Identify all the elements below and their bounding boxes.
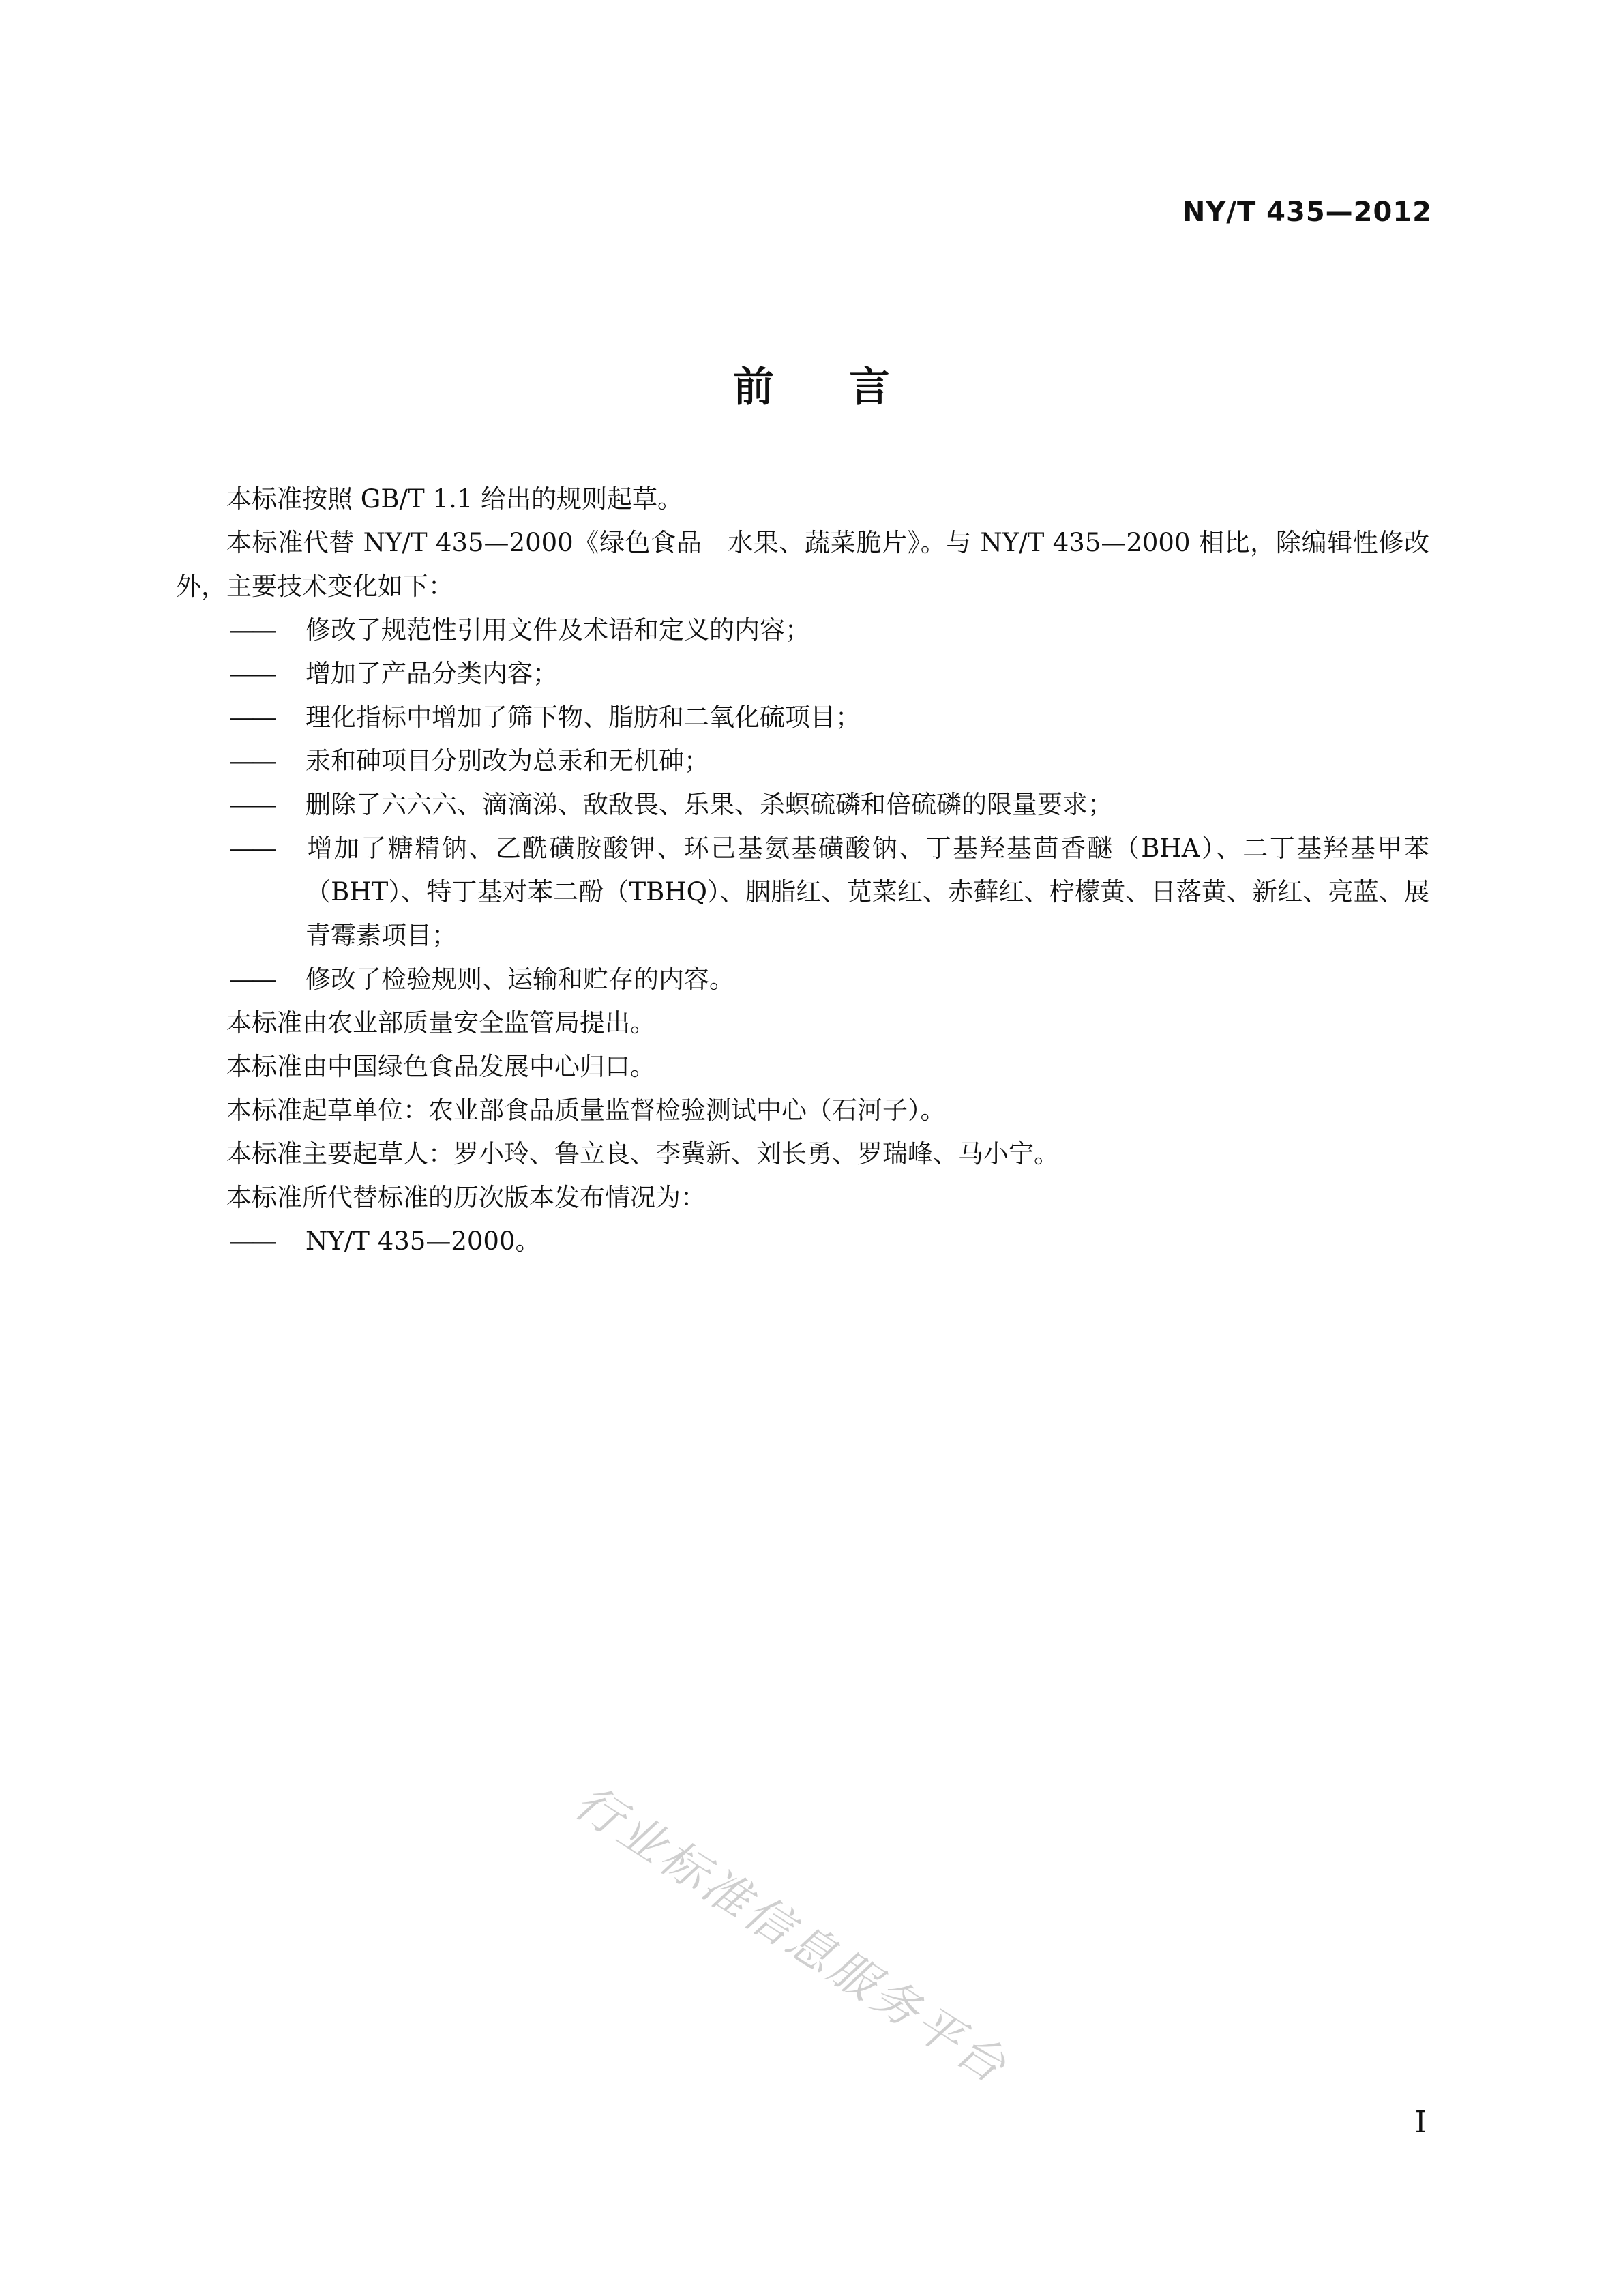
change-item <box>176 652 1429 696</box>
change-text: 增加了糖精钠、乙酰磺胺酸钾、环己基氨基磺酸钠、丁基羟基茴香醚（BHA）、二丁基羟基甲苯（BHT）、特丁基对苯二酚（TBHQ）、胭脂红、苋菜红、赤藓红、柠檬黄、日落黄、新红、亮蓝、展青霉素项目； <box>306 834 1429 950</box>
dash-mark: —— <box>229 1226 274 1256</box>
change-text: 理化指标中增加了筛下物、脂肪和二氧化硫项目； <box>306 703 861 732</box>
change-item <box>176 608 1429 652</box>
paragraph: 本标准主要起草人：罗小玲、鲁立良、李冀新、刘长勇、罗瑞峰、马小宁。 <box>226 1139 1059 1168</box>
change-text: 删除了六六六、滴滴涕、敌敌畏、乐果、杀螟硫磷和倍硫磷的限量要求； <box>306 790 1113 819</box>
paragraph: 本标准按照 GB/T 1.1 给出的规则起草。 <box>226 484 683 514</box>
change-text: 增加了产品分类内容； <box>306 659 558 688</box>
paragraph: 本标准由中国绿色食品发展中心归口。 <box>226 1052 655 1081</box>
dash-mark: —— <box>229 615 274 645</box>
standard-code: NY/T 435—2012 <box>1182 196 1432 228</box>
change-item <box>176 739 1429 783</box>
paragraph: 本标准所代替标准的历次版本发布情况为： <box>226 1183 706 1212</box>
dash-mark: —— <box>229 746 274 776</box>
dash-mark: —— <box>229 965 274 994</box>
change-item <box>176 783 1429 827</box>
page-number: I <box>1414 2105 1427 2140</box>
paragraph: 本标准起草单位：农业部食品质量监督检验测试中心（石河子）。 <box>226 1095 946 1125</box>
dash-mark: —— <box>229 703 274 732</box>
dash-mark: —— <box>229 790 274 819</box>
change-text: 修改了检验规则、运输和贮存的内容。 <box>306 965 734 994</box>
history-text: NY/T 435—2000。 <box>306 1226 541 1256</box>
foreword-body <box>176 477 1429 1263</box>
page-title: 前言 <box>733 364 965 411</box>
dash-mark: —— <box>229 659 274 688</box>
paragraph: 本标准代替 NY/T 435—2000《绿色食品 水果、蔬菜脆片》。与 NY/T 435—2000 相比，除编辑性修改外，主要技术变化如下： <box>176 528 1429 601</box>
change-item <box>176 958 1429 1001</box>
paragraph: 本标准由农业部质量安全监管局提出。 <box>226 1008 655 1037</box>
change-item <box>176 696 1429 739</box>
watermark: 行业标准信息服务平台 <box>565 1775 1018 2095</box>
change-text: 汞和砷项目分别改为总汞和无机砷； <box>306 746 709 776</box>
change-text: 修改了规范性引用文件及术语和定义的内容； <box>306 615 810 645</box>
history-item <box>176 1220 1429 1263</box>
dash-mark: —— <box>229 834 274 863</box>
change-item <box>176 827 1429 958</box>
